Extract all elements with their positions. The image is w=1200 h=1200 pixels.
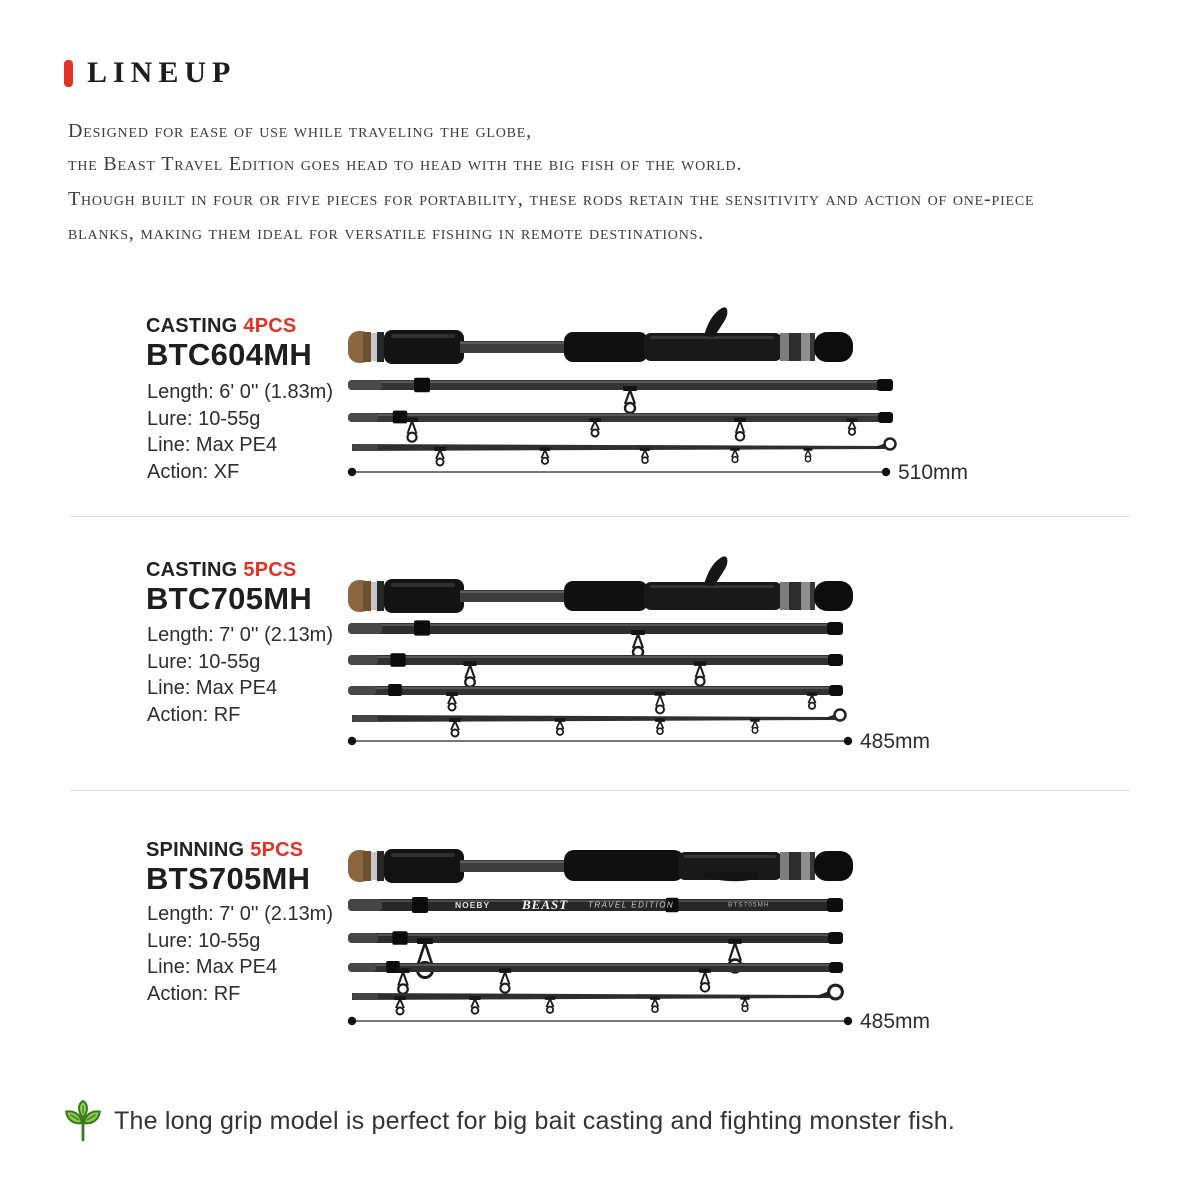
intro-line-2: the Beast Travel Edition goes head to head with the big fish of the world. xyxy=(68,153,743,175)
rod-brand-beast: BEAST xyxy=(522,897,569,912)
spec-length: Length: 7' 0'' (2.13m) xyxy=(147,624,334,646)
footnote-text: The long grip model is perfect for big bait casting and fighting monster fish. xyxy=(114,1106,956,1135)
category-label: CASTING xyxy=(146,315,238,337)
product-2-category xyxy=(146,559,296,582)
lineup-header xyxy=(64,56,236,90)
rod-brand-model: BTS705MH xyxy=(728,901,770,909)
spec-lure: Lure: 10-55g xyxy=(147,929,261,952)
intro-line-1: Designed for ease of use while traveling the globe, xyxy=(68,120,532,142)
spec-line: Line: Max PE4 xyxy=(147,956,278,978)
intro-line-3: Though built in four or five pieces for portability, these rods retain the sensitivity and action of one-piece xyxy=(68,188,1035,210)
product-1-model: BTC604MH xyxy=(146,337,313,372)
product-3-category xyxy=(146,839,303,862)
pieces-badge: 4PCS xyxy=(243,315,297,337)
product-1-collapsed-length: 510mm xyxy=(898,461,969,484)
spec-action: Action: XF xyxy=(147,460,240,483)
rod-brand-travel-edition: TRAVEL EDITION xyxy=(588,900,675,910)
spec-line: Line: Max PE4 xyxy=(147,677,278,699)
category-label: SPINNING xyxy=(146,839,245,861)
category-label: CASTING xyxy=(146,559,238,581)
pieces-badge: 5PCS xyxy=(250,839,304,861)
product-2-model: BTC705MH xyxy=(146,581,313,616)
spec-length: Length: 6' 0'' (1.83m) xyxy=(147,381,334,403)
spec-action: Action: RF xyxy=(147,982,241,1005)
intro-line-4: blanks, making them ideal for versatile fishing in remote destinations. xyxy=(68,222,705,244)
product-2-specs xyxy=(147,622,333,728)
spec-line: Line: Max PE4 xyxy=(147,434,278,456)
spec-lure: Lure: 10-55g xyxy=(147,407,261,430)
rod-brand-noeby: NOEBY xyxy=(455,900,491,910)
product-3-specs xyxy=(147,901,333,1007)
product-1-category xyxy=(146,315,296,338)
leaf-icon xyxy=(64,1100,102,1142)
page-title: LINEUP xyxy=(87,56,237,89)
pieces-badge: 5PCS xyxy=(243,559,297,581)
footnote xyxy=(64,1100,955,1142)
section-divider xyxy=(70,790,1130,791)
section-divider xyxy=(70,516,1130,517)
product-2-collapsed-length: 485mm xyxy=(860,730,931,753)
spec-lure: Lure: 10-55g xyxy=(147,650,261,673)
red-accent-bar xyxy=(64,60,73,87)
product-1-specs xyxy=(147,379,333,485)
product-3-model: BTS705MH xyxy=(146,861,311,896)
spec-action: Action: RF xyxy=(147,703,241,726)
product-3-collapsed-length: 485mm xyxy=(860,1010,931,1033)
spec-length: Length: 7' 0'' (2.13m) xyxy=(147,903,334,925)
